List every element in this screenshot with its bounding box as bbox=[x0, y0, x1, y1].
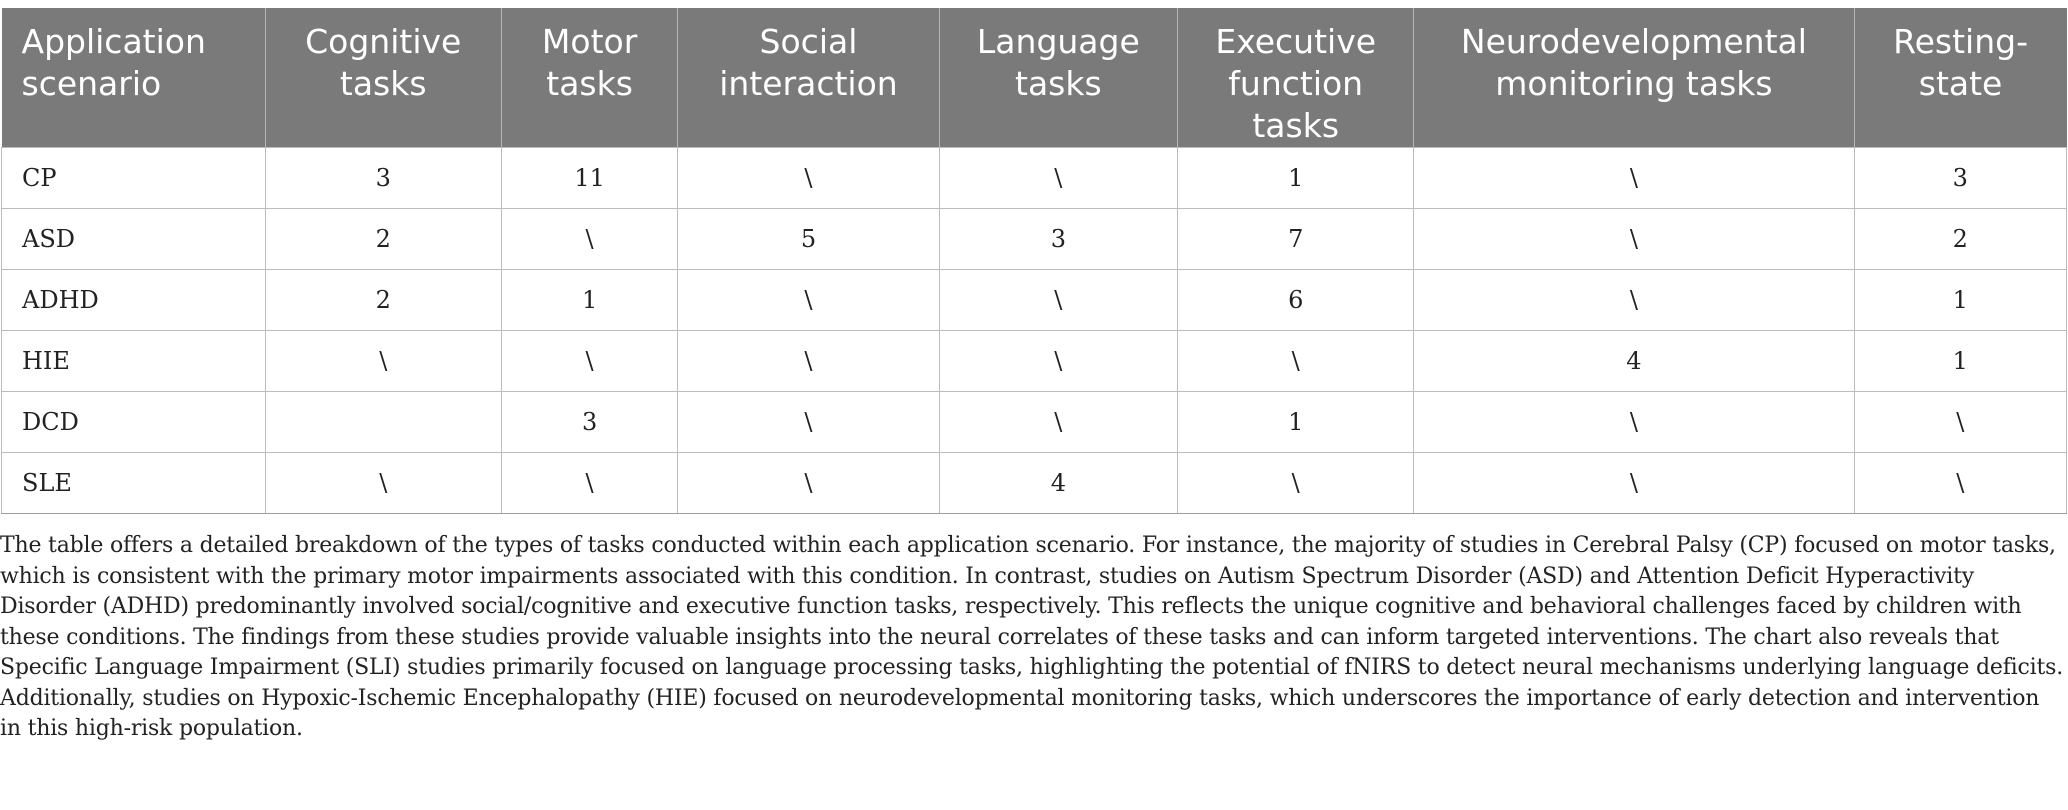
table-row bbox=[2, 209, 2067, 270]
table-cell: \ bbox=[939, 392, 1178, 453]
table-cell: HIE bbox=[2, 331, 266, 392]
table-cell: 1 bbox=[1854, 331, 2066, 392]
table-cell: 1 bbox=[1854, 270, 2066, 331]
table-cell: \ bbox=[501, 453, 678, 514]
table-cell: \ bbox=[1414, 270, 1854, 331]
table-cell: \ bbox=[939, 331, 1178, 392]
table-cell: 11 bbox=[501, 148, 678, 209]
table-cell: \ bbox=[678, 148, 939, 209]
table-cell: 5 bbox=[678, 209, 939, 270]
header-executive-function-tasks: Executive function tasks bbox=[1178, 8, 1414, 148]
header-motor-tasks: Motor tasks bbox=[501, 8, 678, 148]
table-cell: ADHD bbox=[2, 270, 266, 331]
table-cell: \ bbox=[1414, 209, 1854, 270]
table-cell: 1 bbox=[1178, 148, 1414, 209]
table-row bbox=[2, 270, 2067, 331]
header-social-interaction: Social interaction bbox=[678, 8, 939, 148]
table-cell: \ bbox=[1178, 331, 1414, 392]
table-cell: 1 bbox=[1178, 392, 1414, 453]
table-cell: ASD bbox=[2, 209, 266, 270]
table-header-row bbox=[2, 8, 2067, 148]
table-cell: \ bbox=[678, 453, 939, 514]
table-row bbox=[2, 148, 2067, 209]
table-cell: \ bbox=[678, 331, 939, 392]
table-cell: SLE bbox=[2, 453, 266, 514]
table-cell: 3 bbox=[265, 148, 501, 209]
table-cell: 2 bbox=[265, 209, 501, 270]
table-cell: \ bbox=[939, 148, 1178, 209]
table-row bbox=[2, 331, 2067, 392]
table-row bbox=[2, 453, 2067, 514]
table-cell: \ bbox=[265, 453, 501, 514]
table-cell: \ bbox=[501, 331, 678, 392]
table-cell: 1 bbox=[501, 270, 678, 331]
table-cell: 7 bbox=[1178, 209, 1414, 270]
table-cell: 3 bbox=[1854, 148, 2066, 209]
table-cell: 2 bbox=[1854, 209, 2066, 270]
table-cell: \ bbox=[1854, 392, 2066, 453]
header-resting-state: Resting-state bbox=[1854, 8, 2066, 148]
table-cell: \ bbox=[1414, 392, 1854, 453]
table-cell: \ bbox=[265, 331, 501, 392]
table-cell bbox=[265, 392, 501, 453]
table-cell: \ bbox=[1414, 148, 1854, 209]
table-cell: \ bbox=[678, 392, 939, 453]
table-cell: \ bbox=[1414, 453, 1854, 514]
table-cell: 4 bbox=[1414, 331, 1854, 392]
table-cell: \ bbox=[939, 270, 1178, 331]
table-row bbox=[2, 392, 2067, 453]
table-cell: DCD bbox=[2, 392, 266, 453]
table-cell: 4 bbox=[939, 453, 1178, 514]
table-cell: CP bbox=[2, 148, 266, 209]
table-cell: \ bbox=[1854, 453, 2066, 514]
header-application-scenario: Application scenario bbox=[2, 8, 266, 148]
table-cell: \ bbox=[1178, 453, 1414, 514]
header-language-tasks: Language tasks bbox=[939, 8, 1178, 148]
table-caption: The table offers a detailed breakdown of the types of tasks conducted within each application scenario. For instance, the majority of studies in Cerebral Palsy (CP) focused on motor tasks, which is consistent with the primary motor impairments associated with this condition. In contrast, studies on Autism Spectrum Disorder (ASD) and Attention Deficit Hyperactivity Disorder (ADHD) predominantly involved social/cognitive and executive function tasks, respectively. This reflects the unique cognitive and behavioral challenges faced by children with these conditions. The findings from these studies provide valuable insights into the neural correlates of these tasks and can inform targeted interventions. The chart also reveals that Specific Language Impairment (SLI) studies primarily focused on language processing tasks, highlighting the potential of fNIRS to detect neural mechanisms underlying language deficits. Additionally, studies on Hypoxic-Ischemic Encephalopathy (HIE) focused on neurodevelopmental monitoring tasks, which underscores the importance of early detection and intervention in this high-risk population. bbox=[0, 533, 2063, 741]
task-distribution-table bbox=[1, 8, 2067, 514]
table-cell: 3 bbox=[939, 209, 1178, 270]
header-cognitive-tasks: Cognitive tasks bbox=[265, 8, 501, 148]
table-cell: \ bbox=[501, 209, 678, 270]
table-cell: 3 bbox=[501, 392, 678, 453]
table-cell: \ bbox=[678, 270, 939, 331]
table-cell: 6 bbox=[1178, 270, 1414, 331]
header-neurodevelopmental-monitoring-tasks: Neurodevelopmental monitoring tasks bbox=[1414, 8, 1854, 148]
table-cell: 2 bbox=[265, 270, 501, 331]
